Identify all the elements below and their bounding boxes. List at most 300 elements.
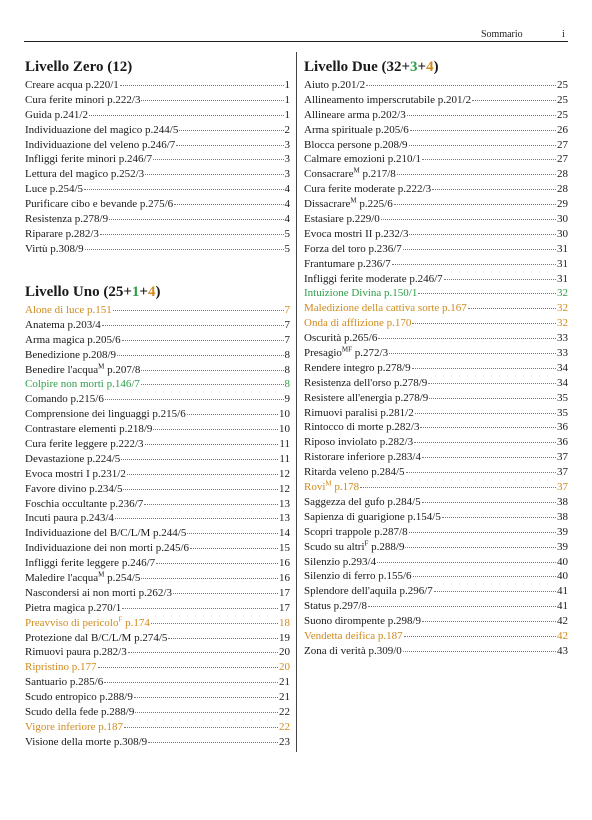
toc-entry-name: Favore divino p.234/5 — [25, 482, 123, 495]
toc-entry-page-ref: p.174 — [122, 616, 150, 629]
toc-entry-name: Guida p.241/2 — [25, 108, 88, 121]
toc-entry-title — [25, 467, 126, 482]
toc-entry[interactable] — [25, 616, 290, 631]
section-count — [107, 59, 132, 75]
section-livello-due — [304, 56, 568, 659]
dot-leader — [407, 107, 556, 116]
toc-entry[interactable] — [304, 286, 568, 301]
toc-entry[interactable] — [304, 376, 568, 391]
toc-entry-page-number: 25 — [557, 108, 568, 121]
toc-entry[interactable] — [304, 123, 568, 138]
section-count-part: + — [417, 59, 427, 75]
toc-entry[interactable] — [25, 437, 290, 452]
toc-entry-title — [25, 616, 150, 631]
toc-entry-superscript: M — [353, 166, 360, 175]
dot-leader — [148, 734, 278, 743]
toc-entry-title — [304, 435, 413, 450]
toc-entry[interactable] — [25, 675, 290, 690]
toc-entry-title — [25, 407, 186, 422]
toc-entry-name: Anatema p.203/4 — [25, 318, 101, 331]
toc-entry-title — [304, 152, 421, 167]
header-page-number: i — [562, 29, 565, 40]
toc-entry-name: Alone di luce p.151 — [25, 304, 112, 316]
toc-entry-page-number: 27 — [557, 138, 568, 151]
dot-leader — [89, 107, 284, 116]
toc-entry-page-number: 25 — [557, 93, 568, 106]
toc-entry-title — [25, 108, 88, 123]
toc-entry-page-number: 5 — [284, 227, 290, 240]
toc-entry-name: Presagio — [304, 347, 342, 360]
toc-entry[interactable] — [25, 511, 290, 526]
toc-entry-page-number: 19 — [279, 631, 290, 644]
toc-entry[interactable] — [25, 705, 290, 720]
toc-entry-page-number: 2 — [284, 123, 290, 136]
toc-entry[interactable] — [25, 348, 290, 363]
toc-entry-page-number: 26 — [557, 123, 568, 136]
toc-entry-title — [304, 525, 408, 540]
dot-leader — [405, 539, 556, 548]
section-count-part: (12) — [107, 59, 133, 75]
toc-entry-name: Infliggi ferite minori p.246/7 — [25, 153, 153, 166]
dot-leader — [422, 449, 556, 458]
section-count-part: (25+ — [103, 284, 132, 300]
toc-entry[interactable] — [25, 735, 290, 750]
dot-leader — [145, 166, 283, 175]
toc-entry[interactable] — [25, 497, 290, 512]
toc-entry[interactable] — [304, 272, 568, 287]
dot-leader — [420, 419, 556, 428]
toc-entry-title — [304, 584, 433, 599]
toc-entry-name: Comando p.215/6 — [25, 393, 104, 406]
toc-entry-page-number: 21 — [279, 676, 290, 689]
dot-leader — [472, 92, 556, 101]
section-count-part: + — [139, 284, 148, 300]
toc-entry[interactable] — [25, 422, 290, 437]
dot-leader — [422, 151, 556, 160]
toc-entry-page-number: 23 — [279, 735, 290, 748]
toc-entry[interactable] — [304, 614, 568, 629]
dot-leader — [442, 509, 556, 518]
toc-entry-name: Maledizione della cattiva sorte p.167 — [304, 302, 467, 315]
toc-entry[interactable] — [304, 152, 568, 167]
toc-entry[interactable] — [25, 333, 290, 348]
dot-leader — [403, 241, 556, 250]
toc-entry-name: Frantumare p.236/7 — [304, 257, 391, 270]
toc-entry-title — [25, 690, 133, 705]
toc-entry-title — [304, 212, 380, 227]
dot-leader — [381, 211, 556, 220]
toc-entry-title — [304, 555, 376, 570]
toc-entry[interactable] — [25, 93, 290, 108]
dot-leader — [392, 256, 556, 265]
toc-entry[interactable] — [25, 377, 290, 392]
dot-leader — [121, 451, 278, 460]
toc-entry-page-number: 38 — [557, 495, 568, 508]
dot-leader — [406, 464, 556, 473]
toc-entry-name: Luce p.254/5 — [25, 183, 84, 196]
toc-entry-page-number: 7 — [284, 318, 290, 331]
dot-leader — [422, 613, 556, 622]
toc-entry-superscript: M — [98, 361, 105, 370]
toc-entry-title — [25, 152, 152, 167]
toc-entry[interactable] — [25, 182, 290, 197]
dot-leader — [360, 479, 556, 488]
toc-entry-name: Resistenza dell'orso p.278/9 — [304, 376, 428, 389]
toc-entry-page-number: 12 — [279, 482, 290, 495]
toc-entry-title — [25, 78, 119, 93]
toc-entry-title — [304, 138, 408, 153]
dot-leader — [104, 674, 278, 683]
section-count-part: 1 — [131, 284, 140, 300]
toc-entry[interactable] — [25, 392, 290, 407]
toc-entry[interactable] — [25, 138, 290, 153]
toc-entry-title — [304, 361, 411, 376]
toc-entry-title — [304, 540, 404, 555]
toc-entry[interactable] — [25, 78, 290, 93]
entry-list — [25, 303, 290, 750]
toc-entry[interactable] — [25, 318, 290, 333]
toc-entry[interactable] — [304, 108, 568, 123]
toc-entry[interactable] — [25, 541, 290, 556]
toc-entry-name: Ristorare inferiore p.283/4 — [304, 451, 421, 464]
toc-entry-page-number: 3 — [284, 138, 290, 151]
toc-entry-name: Riparare p.282/3 — [25, 227, 99, 240]
toc-entry-title — [25, 571, 140, 586]
toc-entry[interactable] — [25, 586, 290, 601]
toc-entry-name: Individuazione del veleno p.246/7 — [25, 138, 176, 151]
toc-entry-title — [304, 376, 427, 391]
toc-entry[interactable] — [304, 644, 568, 659]
toc-entry-title — [25, 437, 144, 452]
toc-entry-title — [304, 495, 421, 510]
toc-entry-page-number: 13 — [279, 512, 290, 525]
toc-entry-page-number: 20 — [279, 646, 290, 659]
toc-entry-name: Santuario p.285/6 — [25, 676, 104, 689]
toc-entry[interactable] — [304, 227, 568, 242]
toc-entry-title — [25, 601, 121, 616]
dot-leader — [113, 302, 284, 311]
toc-entry[interactable] — [304, 540, 568, 555]
toc-entry-name: Rovi — [304, 481, 326, 494]
toc-entry-title — [304, 316, 411, 331]
toc-entry[interactable] — [25, 212, 290, 227]
toc-entry-title — [25, 303, 112, 318]
toc-entry-name: Evoca mostri II p.232/3 — [304, 227, 409, 240]
toc-entry-name: Pietra magica p.270/1 — [25, 601, 122, 614]
toc-entry[interactable] — [304, 242, 568, 257]
toc-entry-name: Arma magica p.205/6 — [25, 333, 121, 346]
dot-leader — [151, 615, 278, 624]
toc-entry[interactable] — [25, 556, 290, 571]
toc-entry-page-number: 39 — [557, 525, 568, 538]
toc-entry[interactable] — [304, 465, 568, 480]
dot-leader — [378, 330, 556, 339]
toc-entry-name: Scopri trappole p.287/8 — [304, 525, 408, 538]
dot-leader — [403, 643, 556, 652]
toc-entry[interactable] — [304, 93, 568, 108]
toc-entry[interactable] — [304, 450, 568, 465]
toc-entry-name: Colpire non morti p.146/7 — [25, 378, 140, 391]
toc-entry-name: Silenzio di ferro p.155/6 — [304, 570, 412, 583]
toc-entry-title — [304, 480, 359, 495]
toc-entry-superscript: M — [98, 570, 105, 579]
toc-entry-page-number: 41 — [557, 585, 568, 598]
toc-entry-title — [304, 420, 419, 435]
dot-leader — [120, 77, 284, 86]
dot-leader — [397, 166, 556, 175]
section-title-text: Livello Due — [304, 59, 378, 75]
section-count-part: 4 — [147, 284, 156, 300]
toc-entry-page-number: 39 — [557, 540, 568, 553]
toc-entry-title — [25, 363, 140, 378]
dot-leader — [389, 345, 556, 354]
dot-leader — [409, 524, 556, 533]
dot-leader — [168, 630, 278, 639]
toc-entry-name: Preavviso di pericolo — [25, 616, 119, 629]
toc-entry-page-number: 28 — [557, 168, 568, 181]
dot-leader — [141, 376, 284, 385]
dot-leader — [179, 122, 283, 131]
toc-entry-title — [304, 406, 414, 421]
toc-entry-title — [304, 123, 409, 138]
dot-leader — [141, 570, 278, 579]
toc-entry-name: Cura ferite leggere p.222/3 — [25, 438, 144, 451]
section-count-part: ) — [433, 59, 439, 75]
toc-entry[interactable] — [304, 197, 568, 212]
toc-entry-name: Silenzio p.293/4 — [304, 555, 377, 568]
toc-entry[interactable] — [304, 420, 568, 435]
entry-list — [25, 78, 290, 257]
dot-leader — [85, 241, 284, 250]
toc-entry-page-number: 32 — [557, 302, 568, 315]
toc-entry-name: Ripristino p.177 — [25, 661, 97, 674]
toc-entry[interactable] — [25, 452, 290, 467]
dot-leader — [377, 554, 556, 563]
toc-entry[interactable] — [304, 629, 568, 644]
toc-entry-name: Cura ferite moderate p.222/3 — [304, 183, 432, 196]
toc-entry[interactable] — [304, 78, 568, 93]
header-rule — [24, 41, 568, 42]
toc-entry-name: Incuti paura p.243/4 — [25, 512, 114, 525]
dot-leader — [413, 568, 556, 577]
toc-entry[interactable] — [304, 257, 568, 272]
toc-entry[interactable] — [25, 407, 290, 422]
toc-entry[interactable] — [25, 242, 290, 257]
toc-entry[interactable] — [304, 555, 568, 570]
toc-entry-page-ref: p.225/6 — [356, 198, 393, 211]
section-title — [25, 281, 290, 303]
toc-entry-title — [304, 257, 391, 272]
toc-entry-title — [304, 301, 467, 316]
toc-entry-superscript: F — [118, 615, 123, 624]
toc-entry[interactable] — [25, 601, 290, 616]
toc-entry[interactable] — [25, 227, 290, 242]
toc-entry-page-number: 37 — [557, 451, 568, 464]
toc-entry-name: Individuazione dei non morti p.245/6 — [25, 542, 190, 555]
toc-entry-page-number: 31 — [557, 242, 568, 255]
toc-entry[interactable] — [304, 584, 568, 599]
toc-entry-title — [25, 720, 123, 735]
dot-leader — [432, 181, 556, 190]
toc-entry-title — [25, 377, 140, 392]
section-count-part: 4 — [426, 59, 434, 75]
toc-entry[interactable] — [304, 435, 568, 450]
toc-entry-title — [25, 735, 147, 750]
toc-entry-title — [304, 644, 402, 659]
toc-entry-page-ref: p.272/3 — [352, 347, 389, 360]
toc-entry[interactable] — [304, 167, 568, 182]
toc-entry-page-ref: p.207/8 — [104, 363, 141, 376]
section-title — [304, 56, 568, 78]
toc-entry-page-number: 28 — [557, 183, 568, 196]
toc-entry-page-number: 40 — [557, 570, 568, 583]
toc-entry-name: Vigore inferiore p.187 — [25, 720, 124, 733]
toc-entry-page-number: 4 — [284, 213, 290, 226]
toc-entry-page-number: 10 — [279, 408, 290, 421]
toc-entry[interactable] — [304, 480, 568, 495]
dot-leader — [422, 494, 556, 503]
toc-entry[interactable] — [304, 331, 568, 346]
header-title: Sommario — [481, 29, 523, 40]
toc-entry[interactable] — [25, 720, 290, 735]
dot-leader — [153, 151, 283, 160]
toc-entry-title — [25, 660, 97, 675]
toc-entry-page-number: 29 — [557, 198, 568, 211]
toc-entry-name: Aiuto p.201/2 — [304, 79, 366, 91]
toc-entry-title — [304, 197, 393, 212]
dot-leader — [394, 196, 556, 205]
dot-leader — [428, 375, 556, 384]
dot-leader — [109, 211, 283, 220]
toc-entry-page-number: 8 — [284, 378, 290, 391]
toc-entry[interactable] — [25, 303, 290, 318]
toc-entry-page-number: 30 — [557, 227, 568, 240]
toc-entry-name: Saggezza del gufo p.284/5 — [304, 495, 421, 508]
toc-entry-name: Resistenza p.278/9 — [25, 213, 109, 226]
toc-entry-title — [25, 511, 114, 526]
toc-entry-name: Devastazione p.224/5 — [25, 452, 121, 465]
toc-entry[interactable] — [304, 510, 568, 525]
dot-leader — [105, 391, 284, 400]
dot-leader — [409, 137, 556, 146]
dot-leader — [141, 92, 283, 101]
toc-entry-name: Blocca persone p.208/9 — [304, 138, 408, 151]
toc-entry-title — [304, 108, 406, 123]
toc-entry[interactable] — [304, 525, 568, 540]
toc-entry[interactable] — [304, 406, 568, 421]
column-divider — [296, 52, 297, 752]
section-count-part: 3 — [410, 59, 418, 75]
toc-entry[interactable] — [25, 123, 290, 138]
toc-entry[interactable] — [25, 690, 290, 705]
toc-entry[interactable] — [304, 212, 568, 227]
toc-entry[interactable] — [25, 571, 290, 586]
toc-entry-page-ref: p.254/5 — [104, 572, 141, 585]
toc-entry-page-number: 27 — [557, 153, 568, 166]
toc-entry-name: Zona di verità p.309/0 — [304, 644, 402, 657]
toc-entry-name: Infliggi ferite leggere p.246/7 — [25, 557, 156, 570]
dot-leader — [84, 181, 283, 190]
toc-entry-title — [304, 242, 402, 257]
toc-entry[interactable] — [25, 167, 290, 182]
toc-entry-title — [304, 465, 405, 480]
toc-entry[interactable] — [25, 526, 290, 541]
toc-entry-page-number: 42 — [557, 629, 568, 642]
toc-entry-name: Calmare emozioni p.210/1 — [304, 153, 421, 166]
toc-entry[interactable] — [25, 467, 290, 482]
dot-leader — [153, 421, 278, 430]
toc-entry-page-number: 37 — [557, 481, 568, 494]
toc-entry-page-number: 5 — [284, 242, 290, 255]
toc-entry-name: Intuizione Divina p.150/1 — [304, 287, 418, 300]
toc-entry-page-number: 17 — [279, 601, 290, 614]
section-livello-zero — [25, 56, 290, 257]
toc-entry[interactable] — [25, 108, 290, 123]
toc-entry-name: Individuazione del magico p.244/5 — [25, 123, 179, 136]
toc-entry[interactable] — [25, 152, 290, 167]
toc-entry[interactable] — [304, 346, 568, 361]
toc-entry-page-ref: p.217/8 — [359, 168, 396, 181]
toc-entry-name: Suono dirompente p.298/9 — [304, 615, 422, 628]
dot-leader — [145, 436, 279, 445]
toc-entry[interactable] — [304, 599, 568, 614]
section-title — [25, 56, 290, 78]
toc-entry-title — [25, 123, 178, 138]
toc-entry-title — [25, 242, 84, 257]
toc-entry[interactable] — [25, 197, 290, 212]
toc-entry[interactable] — [25, 363, 290, 378]
toc-entry-page-number: 42 — [557, 615, 568, 628]
toc-entry-page-number: 32 — [557, 287, 568, 300]
toc-entry[interactable] — [304, 569, 568, 584]
toc-entry-page-number: 43 — [557, 644, 568, 657]
toc-entry-title — [25, 541, 189, 556]
toc-entry-title — [304, 78, 365, 93]
toc-entry-page-number: 11 — [279, 438, 290, 451]
toc-entry[interactable] — [304, 138, 568, 153]
toc-entry[interactable] — [304, 495, 568, 510]
toc-entry[interactable] — [304, 182, 568, 197]
dot-leader — [174, 196, 283, 205]
toc-entry-page-number: 36 — [557, 421, 568, 434]
toc-entry[interactable] — [25, 660, 290, 675]
dot-leader — [122, 600, 278, 609]
toc-entry-title — [304, 629, 403, 644]
toc-entry-page-number: 31 — [557, 272, 568, 285]
toc-entry-name: Contrastare elementi p.218/9 — [25, 423, 153, 436]
toc-entry[interactable] — [304, 361, 568, 376]
toc-entry[interactable] — [25, 482, 290, 497]
toc-entry-page-number: 15 — [279, 542, 290, 555]
toc-entry[interactable] — [25, 631, 290, 646]
toc-entry-page-number: 3 — [284, 153, 290, 166]
toc-entry[interactable] — [304, 316, 568, 331]
toc-entry-page-number: 35 — [557, 391, 568, 404]
dot-leader — [434, 583, 556, 592]
toc-entry-name: Vendetta deifica p.187 — [304, 629, 403, 642]
toc-entry[interactable] — [304, 391, 568, 406]
dot-leader — [414, 434, 556, 443]
dot-leader — [187, 406, 278, 415]
dot-leader — [134, 689, 278, 698]
toc-entry[interactable] — [25, 645, 290, 660]
toc-entry[interactable] — [304, 301, 568, 316]
toc-entry-title — [25, 197, 173, 212]
dot-leader — [141, 362, 283, 371]
toc-entry-title — [25, 631, 167, 646]
toc-entry-page-number: 32 — [557, 317, 568, 330]
toc-entry-name: Rintocco di morte p.282/3 — [304, 421, 420, 434]
